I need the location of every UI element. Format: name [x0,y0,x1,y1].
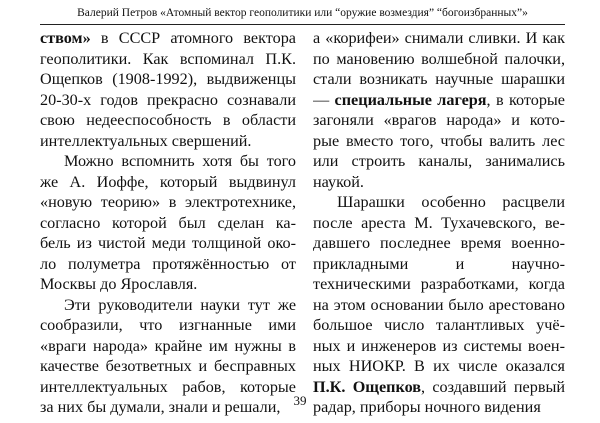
text-segment: интеллектуальных рабов, которые [40,377,296,396]
text-segment: — [313,90,335,109]
header-divider [40,24,565,25]
text-segment: загоняли «врагов народа» и кото- [313,111,565,129]
text-line [313,213,565,234]
text-line [40,356,296,377]
text-segment: за них бы думали, знали и решали, [40,398,281,416]
text-segment: на этом основании было арестовано [313,295,565,314]
text-segment: , в которые [486,90,565,109]
text-line [40,28,296,49]
text-line [313,233,565,254]
text-line [40,90,296,111]
text-line [40,151,296,172]
bold-term: специальные лагеря [334,90,487,109]
bold-term: П.К. Ощепков [313,377,422,396]
text-segment: ных и инженеров из системы воен- [313,336,565,355]
text-line [313,131,565,152]
text-segment: радар, приборы ночного видения [313,398,541,416]
text-segment: ло полуметра протяжённостью от [40,254,296,273]
text-segment: «новую теорию» в электротехнике, [40,193,296,211]
text-segment: рые вместо того, чтобы валить лес [313,131,565,150]
text-segment: интеллектуальных свершений. [40,131,252,150]
text-segment: Шарашки особенно расцвели [337,193,565,211]
running-header: Валерий Петров «Атомный вектор геополитики или “оружие возмездия” “богоизбранных”» [77,7,528,19]
text-segment: качестве безответных и бесправных [40,357,296,375]
text-line [313,151,565,172]
text-line [313,90,565,111]
text-line [40,192,296,213]
text-line [40,172,296,193]
text-line [313,336,565,357]
text-segment: а «корифеи» снимали сливки. И как [313,29,565,47]
text-segment: прикладными и научно- [313,254,565,273]
text-segment: Ощепков (1908-1992), выдвиженцы [40,70,296,88]
text-line [40,274,296,295]
text-segment: «враги народа» крайне им нужны в [40,336,296,355]
text-line [313,69,565,90]
text-segment: Москвы до Ярославля. [40,275,198,293]
text-segment: бель из чистой меди толщиной око- [40,234,296,252]
text-line [40,315,296,336]
text-segment: геополитики. Как вспоминал П.К. [40,49,296,68]
text-segment: сообразили, что изгнанные ими [40,316,296,334]
text-segment: после ареста М. Тухачевского, ве- [313,213,565,232]
text-line [313,356,565,377]
text-segment: стали возникать научные шарашки [313,70,565,88]
text-line [313,49,565,70]
text-segment: по мановению волшебной палочки, [313,49,565,68]
text-segment: большое число талантливых учё- [313,316,565,334]
text-line [40,49,296,70]
text-segment: 20-30-х годов прекрасно сознавали [40,90,296,109]
text-line [40,213,296,234]
text-line [313,110,565,131]
text-segment: же А. Иоффе, который выдвинул [40,172,296,191]
text-segment: или строить каналы, занимались [313,152,565,170]
text-line [40,233,296,254]
text-line [313,315,565,336]
text-line [313,295,565,316]
text-line [313,28,565,49]
text-segment: согласно которой был сделан ка- [40,213,296,232]
text-line [40,254,296,275]
text-segment: в СССР атомного вектора [90,29,296,47]
text-segment: Эти руководители науки тут же [64,295,296,314]
text-segment: наукой. [313,172,364,191]
text-line [40,336,296,357]
text-segment: , создавший первый [421,377,565,396]
text-segment: свою недееспособность в области [40,111,296,129]
text-segment: давшего последнее время военно- [313,234,565,252]
text-line [313,172,565,193]
text-line [313,274,565,295]
text-line [40,69,296,90]
bold-term: ством» [40,29,91,47]
text-line [40,295,296,316]
text-segment: Можно вспомнить хотя бы того [64,152,296,170]
text-line [40,110,296,131]
text-line [313,254,565,275]
left-text-column [40,28,296,418]
text-line [40,131,296,152]
right-text-column [313,28,565,418]
page-number: 39 [293,393,307,408]
text-segment: техническими разработками, когда [313,275,565,293]
text-segment: ных НИОКР. В их числе оказался [313,357,565,375]
text-line [313,192,565,213]
